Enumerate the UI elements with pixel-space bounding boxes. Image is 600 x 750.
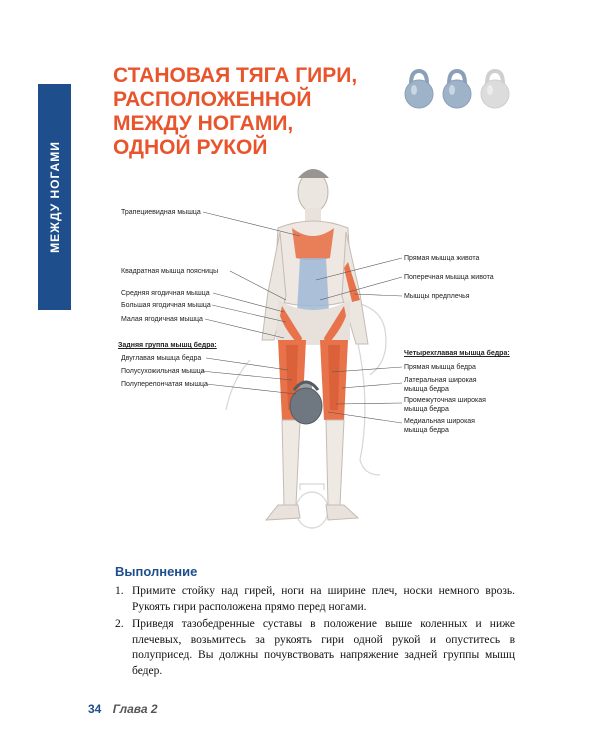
label-quadratus-lumborum: Квадратная мышца поясницы — [121, 268, 219, 275]
human-figure — [262, 169, 368, 520]
label-gluteus-maximus: Большая ягодичная мышца — [121, 302, 211, 309]
label-vastus-lateralis: Латеральная широкая — [404, 377, 477, 384]
chapter-label: Глава 2 — [112, 702, 158, 716]
page-footer — [88, 702, 158, 716]
label-vastus-lateralis-cont: мышца бедра — [404, 386, 449, 393]
title-line: МЕЖДУ НОГАМИ, — [113, 112, 294, 135]
title-line: РАСПОЛОЖЕННОЙ — [113, 88, 312, 111]
list-item — [115, 584, 515, 615]
label-quadriceps-heading: Четырехглавая мышца бедра: — [404, 350, 510, 357]
label-gluteus-medius: Средняя ягодичная мышца — [121, 290, 210, 297]
label-transversus-abdominis: Поперечная мышца живота — [404, 274, 494, 281]
label-trapezius: Трапециевидная мышца — [121, 209, 201, 216]
step-number: 2. — [115, 618, 124, 630]
label-vastus-medialis-cont: мышца бедра — [404, 427, 449, 434]
label-hamstrings-heading: Задняя группа мышц бедра: — [118, 342, 217, 349]
side-tab-label: МЕЖДУ НОГАМИ — [47, 141, 62, 253]
label-semitendinosus: Полусухожильная мышца — [121, 368, 205, 375]
steps-list — [115, 584, 515, 681]
title-line: СТАНОВАЯ ТЯГА ГИРИ, — [113, 64, 358, 87]
label-rectus-femoris: Прямая мышца бедра — [404, 364, 476, 371]
label-vastus-intermedius: Промежуточная широкая — [404, 397, 486, 404]
label-rectus-abdominis: Прямая мышца живота — [404, 255, 480, 262]
label-semimembranosus: Полуперепончатая мышца — [121, 381, 208, 388]
label-gluteus-minimus: Малая ягодичная мышца — [121, 316, 203, 323]
label-vastus-medialis: Медиальная широкая — [404, 418, 475, 425]
step-text: Приведя тазобедренные суставы в положение выше коленных и ниже плечевых, возьмитесь за рукоять гири одной рукой и опуститесь в полуприсед. Вы должны почувствовать напряжение задней группы мышц бедер. — [132, 618, 515, 677]
section-title: Выполнение — [115, 564, 198, 579]
step-number: 1. — [115, 585, 124, 597]
list-item — [115, 617, 515, 679]
title-line: ОДНОЙ РУКОЙ — [113, 136, 268, 159]
label-forearm-muscles: Мышцы предплечья — [404, 293, 470, 300]
label-biceps-femoris: Двуглавая мышца бедра — [121, 355, 202, 362]
step-text: Примите стойку над гирей, ноги на ширине плеч, носки немного врозь. Рукоять гири расположена прямо перед ногами. — [132, 585, 515, 613]
page-number: 34 — [88, 702, 102, 716]
label-vastus-intermedius-cont: мышца бедра — [404, 406, 449, 413]
